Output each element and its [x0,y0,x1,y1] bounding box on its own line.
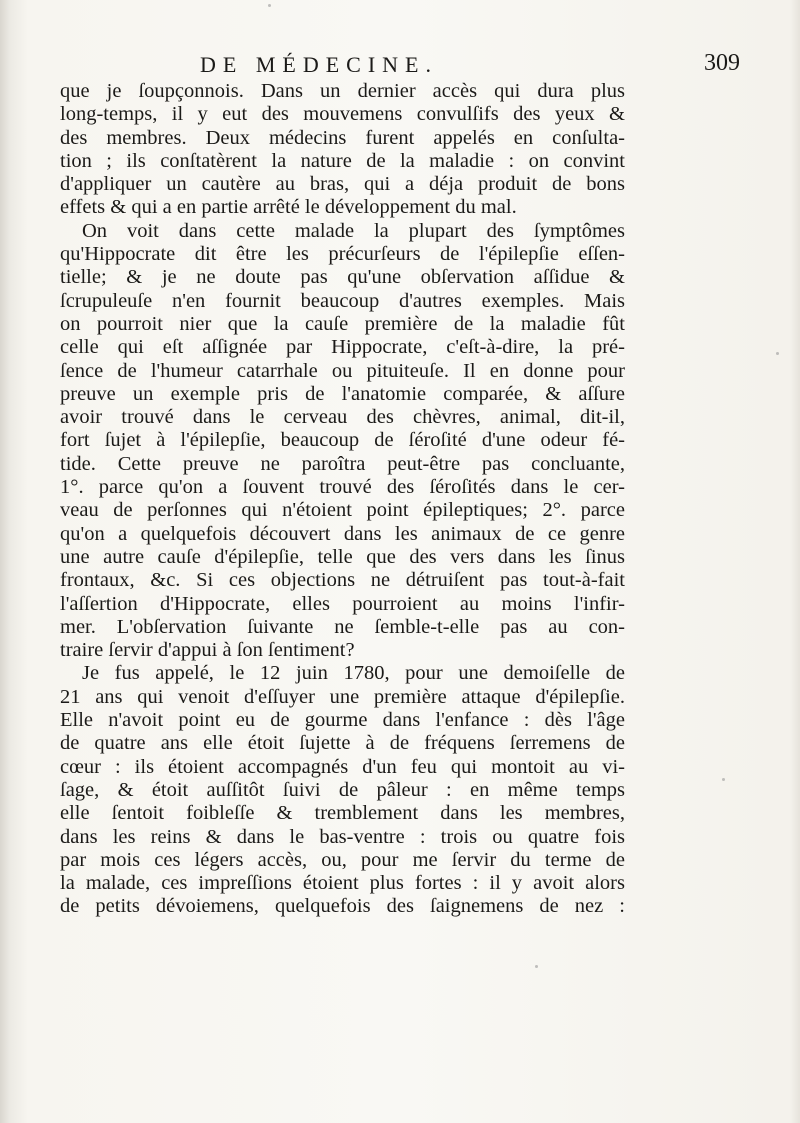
text-line: On voit dans cette malade la plupart des ſymptômes [82,219,625,242]
text-line: traire ſervir d'appui à ſon ſentiment? [60,639,355,662]
text-line: fort ſujet à l'épilepſie, beaucoup de ſéroſité d'une odeur fé- [60,429,625,452]
text-line: celle qui eſt aſſignée par Hippocrate, c'eſt-à-dire, la pré- [60,336,625,359]
text-line: des membres. Deux médecins furent appelés en conſulta- [60,126,625,149]
text-line: frontaux, &c. Si ces objections ne détruiſent pas tout-à-fait [60,569,625,592]
text-line: on pourroit nier que la cauſe première de la maladie fût [60,312,625,335]
text-line: qu'on a quelquefois découvert dans les animaux de ce genre [60,522,625,545]
text-line: preuve un exemple pris de l'anatomie comparée, & aſſure [60,382,625,405]
text-line: tielle; & je ne doute pas qu'une obſervation aſſidue & [60,266,625,289]
paper-speck [722,778,725,781]
text-line: par mois ces légers accès, ou, pour me ſervir du terme de [60,848,625,871]
page-number: 309 [704,50,740,76]
running-title: DE MÉDECINE. [200,52,438,77]
text-line: tion ; ils conſtatèrent la nature de la maladie : on convint [60,149,625,172]
text-line: tide. Cette preuve ne paroîtra peut-être pas concluante, [60,452,625,475]
text-line: la malade, ces impreſſions étoient plus fortes : il y avoit alors [60,872,625,895]
running-head [60,44,740,84]
text-line: de petits dévoiemens, quelquefois des ſaignemens de nez : [60,895,625,918]
text-line: mer. L'obſervation ſuivante ne ſemble-t-elle pas au con- [60,615,625,638]
paper-speck [268,4,271,7]
paper-speck [776,352,779,355]
text-line: l'aſſertion d'Hippocrate, elles pourroient au moins l'infir- [60,592,625,615]
paper-speck [535,965,538,968]
text-line: ſage, & étoit auſſitôt ſuivi de pâleur : en même temps [60,778,625,801]
text-line: que je ſoupçonnois. Dans un dernier accès qui dura plus [60,80,625,102]
text-line: Elle n'avoit point eu de gourme dans l'enfance : dès l'âge [60,709,625,732]
text-line: cœur : ils étoient accompagnés d'un feu qui montoit au vi- [60,755,625,778]
text-line: qu'Hippocrate dit être les précurſeurs de l'épilepſie eſſen- [60,243,625,266]
text-line: avoir trouvé dans le cerveau des chèvres, animal, dit-il, [60,406,625,429]
text-line: long-temps, il y eut des mouvemens convulſifs des yeux & [60,103,625,126]
text-line: Je fus appelé, le 12 juin 1780, pour une demoiſelle de [82,662,625,685]
text-line: une autre cauſe d'épilepſie, telle que des vers dans les ſinus [60,545,625,568]
text-line: veau de perſonnes qui n'étoient point épileptiques; 2°. parce [60,499,625,522]
text-line: 21 ans qui venoit d'eſſuyer une première attaque d'épilepſie. [60,685,625,708]
text-line: dans les reins & dans le bas-ventre : trois ou quatre fois [60,825,625,848]
text-line: 1°. parce qu'on a ſouvent trouvé des ſéroſités dans le cer- [60,476,625,499]
text-line: d'appliquer un cautère au bras, qui a déja produit de bons [60,173,625,196]
text-line: effets & qui a en partie arrêté le développement du mal. [60,196,517,219]
text-line: elle ſentoit foibleſſe & tremblement dans les membres, [60,802,625,825]
text-line: de quatre ans elle étoit ſujette à de fréquens ſerremens de [60,732,625,755]
text-line: ſence de l'humeur catarrhale ou pituiteuſe. Il en donne pour [60,359,625,382]
body-text [60,80,625,919]
text-line: ſcrupuleuſe n'en fournit beaucoup d'autres exemples. Mais [60,289,625,312]
